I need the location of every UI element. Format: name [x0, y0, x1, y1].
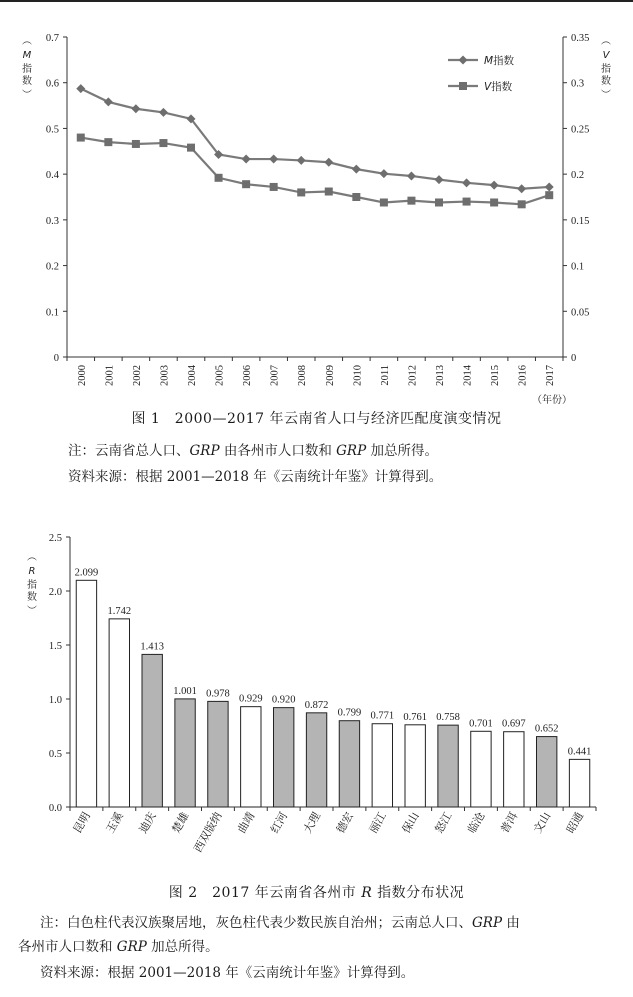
fig2-bar-value-label: 0.697	[502, 718, 526, 730]
fig1-v-point	[518, 200, 526, 208]
fig1-x-tick-label: 2017	[545, 365, 557, 386]
fig2-y-tick-label: 0.0	[48, 803, 62, 814]
fig2-bar	[273, 708, 293, 807]
fig1-right-tick-label: 0.3	[571, 78, 585, 90]
fig2-category-label: 临沧	[465, 810, 488, 836]
figure1-caption: 图 1 2000—2017 年云南省人口与经济匹配度演变情况	[131, 411, 502, 427]
svg-text:︶: ︶	[601, 90, 611, 101]
fig2-category-label: 大理	[300, 810, 324, 836]
fig1-v-point	[325, 188, 333, 196]
fig1-m-point	[242, 155, 251, 164]
fig2-y-tick-label: 0.5	[48, 749, 62, 760]
svg-text:R: R	[28, 566, 36, 577]
fig1-x-tick-label: 2001	[104, 365, 116, 386]
fig1-m-point	[104, 97, 113, 106]
fig1-legend-v-label: V指数	[484, 81, 513, 93]
fig1-v-point	[270, 183, 278, 191]
fig2-bar-value-label: 0.652	[534, 723, 559, 735]
fig2-bar-value-label: 0.701	[469, 718, 493, 730]
fig1-right-tick-label: 0.1	[571, 261, 585, 273]
fig2-category-label: 曲靖	[235, 810, 258, 836]
fig1-x-tick-label: 2002	[131, 365, 143, 386]
fig1-m-point	[517, 184, 526, 193]
fig1-x-tick-label: 2009	[324, 365, 336, 386]
fig1-x-tick-label: 2011	[379, 365, 391, 386]
fig1-right-tick-label: 0.15	[571, 215, 590, 227]
svg-text:︶: ︶	[27, 606, 37, 617]
fig1-left-tick-label: 0.4	[45, 170, 59, 182]
fig2-bar	[142, 654, 162, 807]
fig2-bar	[405, 725, 425, 807]
figure2-bar-chart	[0, 520, 633, 890]
fig1-x-tick-label: 2010	[352, 365, 364, 386]
fig1-m-point	[352, 165, 361, 174]
svg-text:数: 数	[27, 592, 37, 603]
fig2-category-label: 昆明	[70, 810, 94, 836]
fig2-bar-value-label: 1.413	[140, 641, 164, 653]
fig2-bar-value-label: 0.799	[337, 707, 362, 719]
fig2-y-tick-label: 2.5	[48, 533, 62, 544]
fig1-x-tick-label: 2007	[269, 365, 281, 386]
fig1-m-point	[407, 171, 416, 180]
fig2-bar	[175, 699, 195, 807]
fig1-v-point	[187, 144, 195, 152]
svg-text:︵: ︵	[601, 36, 611, 47]
fig1-left-tick-label: 0.5	[45, 124, 59, 136]
fig2-bar	[536, 737, 556, 807]
svg-text:V: V	[602, 50, 610, 61]
fig1-right-tick-label: 0.25	[571, 124, 590, 136]
fig2-bar-value-label: 1.742	[107, 605, 132, 617]
fig2-category-label: 迪庆	[136, 810, 159, 836]
fig2-bar	[339, 721, 359, 807]
fig1-m-point	[131, 104, 140, 113]
fig2-bar	[471, 731, 491, 807]
fig1-v-point	[407, 197, 415, 205]
figure2-note-line1: 注：白色柱代表汉族聚居地，灰色柱代表少数民族自治州；云南总人口、GRP 由	[40, 915, 520, 931]
fig2-category-label: 德宏	[333, 810, 357, 836]
fig2-bar-value-label: 0.872	[304, 699, 329, 711]
fig2-bar-value-label: 0.920	[271, 694, 296, 706]
fig2-category-label: 楚雄	[169, 810, 192, 836]
fig1-x-tick-label: 2006	[242, 365, 254, 386]
fig2-category-label: 怒江	[432, 810, 455, 836]
svg-text:︵: ︵	[22, 36, 32, 47]
fig2-bar-value-label: 0.761	[403, 711, 427, 723]
fig2-bar	[76, 580, 96, 807]
fig2-y-tick-label: 2.0	[48, 587, 62, 598]
fig2-category-label: 玉溪	[103, 810, 126, 836]
fig2-category-label: 保山	[399, 810, 422, 836]
fig1-v-point	[352, 193, 360, 201]
svg-text:数: 数	[601, 76, 611, 87]
fig1-m-point	[324, 158, 333, 167]
fig1-x-tick-label: 2008	[297, 365, 309, 386]
fig2-bar	[569, 759, 589, 807]
svg-text:M: M	[22, 50, 32, 61]
svg-text:数: 数	[22, 76, 32, 87]
fig1-x-unit: （年份）	[532, 395, 572, 406]
fig2-bar	[241, 707, 261, 807]
fig2-bar-value-label: 0.771	[370, 710, 395, 722]
fig2-bar	[438, 725, 458, 807]
fig2-category-label: 西双版纳	[191, 810, 225, 855]
fig2-bar-value-label: 0.758	[436, 712, 460, 724]
fig1-x-tick-label: 2004	[187, 365, 198, 386]
figure2-note-line2: 各州市人口数和 GRP 加总所得。	[18, 939, 219, 955]
fig1-m-point	[435, 175, 444, 184]
fig1-v-point	[435, 198, 443, 206]
figure1-source: 资料来源：根据 2001—2018 年《云南统计年鉴》计算得到。	[68, 469, 443, 485]
fig1-right-tick-label: 0.2	[571, 170, 585, 182]
fig1-v-point	[215, 174, 223, 182]
fig2-category-label: 文山	[531, 810, 554, 836]
fig1-x-tick-label: 2000	[76, 365, 88, 386]
fig2-category-label: 昭通	[563, 810, 587, 836]
fig2-bar	[306, 713, 326, 807]
fig1-legend-v-marker	[459, 82, 467, 90]
fig1-right-tick-label: 0.05	[571, 307, 590, 319]
fig1-m-point	[297, 156, 306, 165]
fig1-v-point	[132, 140, 140, 148]
fig1-v-point	[77, 134, 85, 142]
svg-text:指: 指	[22, 64, 32, 75]
fig2-bar-value-label: 1.001	[173, 685, 197, 697]
fig1-v-point	[242, 180, 250, 188]
fig1-v-point	[545, 191, 553, 199]
fig1-left-axis-label	[22, 36, 32, 101]
figure2-caption: 图 2 2017 年云南省各州市 R 指数分布状况	[168, 885, 465, 901]
fig2-bar-value-label: 2.099	[74, 567, 99, 579]
fig1-v-point	[104, 138, 112, 146]
fig1-m-point	[545, 182, 554, 191]
fig1-m-point	[76, 84, 85, 93]
fig1-left-tick-label: 0.3	[45, 215, 59, 227]
fig1-v-point	[380, 198, 388, 206]
fig2-bar	[372, 724, 392, 807]
fig1-m-point	[269, 155, 278, 164]
fig1-right-axis-label	[601, 36, 611, 101]
figure1-line-chart	[0, 0, 633, 410]
fig1-left-tick-label: 0.2	[45, 261, 59, 273]
fig1-x-tick-label: 2005	[214, 365, 226, 386]
fig1-right-tick-label: 0.35	[571, 33, 590, 44]
fig1-v-point	[159, 139, 167, 147]
fig1-m-point	[490, 181, 499, 190]
fig2-category-label: 普洱	[498, 810, 521, 836]
fig1-m-point	[462, 178, 471, 187]
fig2-bar-value-label: 0.441	[567, 746, 592, 758]
fig2-bar-value-label: 0.978	[206, 688, 230, 700]
fig1-x-tick-label: 2003	[159, 365, 171, 386]
fig1-left-tick-label: 0.1	[45, 307, 59, 319]
fig1-right-tick-label: 0	[571, 353, 577, 364]
fig2-y-tick-label: 1.0	[48, 695, 62, 706]
fig2-bar-value-label: 0.929	[239, 693, 263, 705]
figure2-source: 资料来源：根据 2001—2018 年《云南统计年鉴》计算得到。	[40, 965, 415, 981]
svg-text:︵: ︵	[27, 552, 37, 563]
fig1-x-tick-label: 2015	[490, 364, 502, 386]
fig1-v-series-line	[81, 138, 549, 205]
fig1-m-series-line	[81, 89, 549, 189]
fig1-v-point	[463, 198, 471, 206]
fig2-category-label: 丽江	[366, 810, 389, 836]
fig1-left-tick-label: 0.6	[45, 78, 59, 90]
svg-text:︶: ︶	[22, 90, 32, 101]
fig1-left-tick-label: 0.7	[45, 33, 59, 44]
fig1-m-point	[159, 108, 168, 117]
fig2-bar	[109, 619, 129, 807]
svg-text:指: 指	[27, 580, 37, 591]
fig2-category-label: 红河	[268, 810, 291, 836]
fig1-x-tick-label: 2013	[435, 365, 446, 386]
fig1-legend-m-marker	[459, 56, 468, 65]
fig1-x-tick-label: 2016	[517, 365, 529, 386]
fig1-x-tick-label: 2012	[407, 365, 419, 386]
fig1-legend-m-label: M指数	[484, 55, 515, 67]
fig1-v-point	[490, 198, 498, 206]
fig2-axis-label	[27, 552, 37, 617]
svg-text:指: 指	[601, 64, 611, 75]
fig1-v-point	[297, 188, 305, 196]
fig1-m-point	[379, 169, 388, 178]
fig2-y-tick-label: 1.5	[48, 641, 62, 652]
fig1-left-tick-label: 0	[53, 353, 59, 364]
figure1-note: 注：云南省总人口、GRP 由各州市人口数和 GRP 加总所得。	[68, 443, 438, 459]
fig2-bar	[208, 701, 228, 807]
fig1-x-tick-label: 2014	[462, 365, 474, 386]
fig2-bar	[504, 732, 524, 807]
